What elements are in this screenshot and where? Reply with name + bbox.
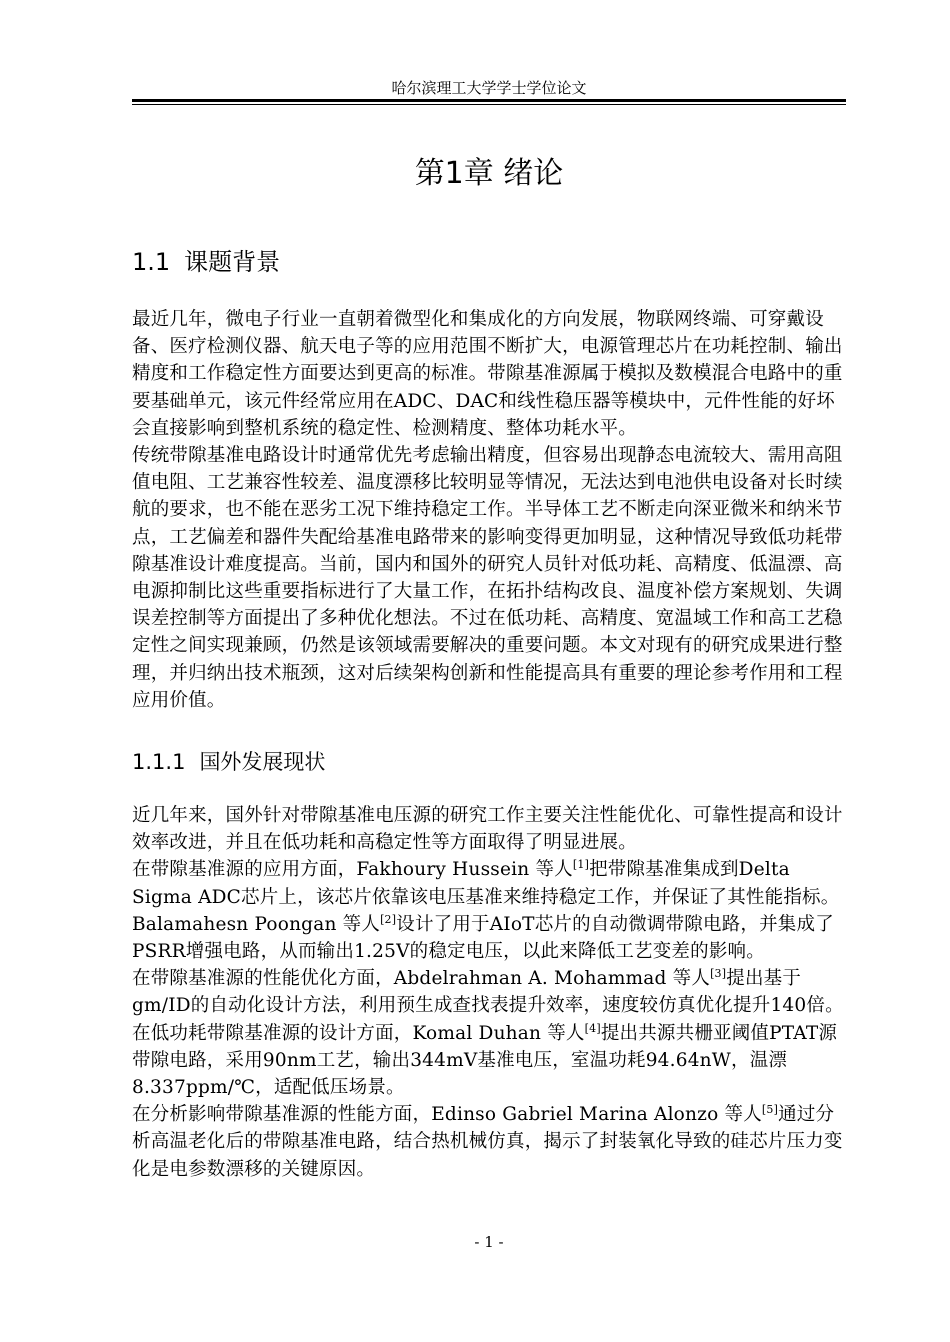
text-run: 在低功耗带隙基准源的设计方面，Komal Duhan 等人 — [132, 1022, 585, 1044]
paragraph — [132, 1101, 846, 1183]
paragraph — [132, 965, 846, 1019]
text-run: 在带隙基准源的性能优化方面，Abdelrahman A. Mohammad 等人 — [132, 968, 711, 990]
subsection-heading — [132, 745, 325, 779]
text-run: 提出共源共栅亚阈值PTAT源带隙电路，采用90nm工艺，输出344mV基准电压，室温功耗94.64nW，温漂8.337ppm/℃，适配低压场景。 — [132, 1022, 838, 1099]
text-run: 把带隙基准集成到Delta Sigma ADC芯片上，该芯片依靠该电压基准来维持稳定工作，并保证了其性能指标。Balamahesn Poongan 等人 — [132, 859, 840, 935]
paragraph — [132, 1020, 846, 1102]
subsection-number: 1.1.1 — [132, 750, 186, 774]
chapter-title: 第1章 绪论 — [414, 156, 564, 191]
section-heading — [132, 244, 280, 280]
paragraph — [132, 856, 846, 965]
text-run: 通过分析高温老化后的带隙基准电路，结合热机械仿真，揭示了封装氧化导致的硅芯片压力变化是电参数漂移的关键原因。 — [132, 1104, 843, 1180]
section-title-text: 课题背景 — [184, 248, 281, 276]
running-header: 哈尔滨理工大学学士学位论文 — [391, 79, 587, 97]
section-number: 1.1 — [132, 248, 171, 276]
text-run: 在分析影响带隙基准源的性能方面，Edinso Gabriel Marina Alonzo 等人 — [132, 1104, 762, 1126]
section-body — [132, 306, 846, 714]
text-run: 提出基于gm/ID的自动化设计方法，利用预生成查找表提升效率，速度较仿真优化提升140倍。 — [132, 968, 844, 1017]
header-rule-thin — [132, 104, 846, 105]
paragraph: 传统带隙基准电路设计时通常优先考虑输出精度，但容易出现静态电流较大、需用高阻值电阻、工艺兼容性较差、温度漂移比较明显等情况，无法达到电池供电设备对长时续航的要求，也不能在恶劣工况下维持稳定工作。半导体工艺不断走向深亚微米和纳米节点，工艺偏差和器件失配给基准电路带来的影响变得更加明显，这种情况导致低功耗带隙基准设计难度提高。当前，国内和国外的研究人员针对低功耗、高精度、低温漂、高电源抑制比这些重要指标进行了大量工作，在拓扑结构改良、温度补偿方案规划、失调误差控制等方面提出了多种优化想法。不过在低功耗、高精度、宽温域工作和高工艺稳定性之间实现兼顾，仍然是该领域需要解决的重要问题。本文对现有的研究成果进行整理，并归纳出技术瓶颈，这对后续架构创新和性能提高具有重要的理论参考作用和工程应用价值。 — [132, 445, 843, 711]
header-rule-thick — [132, 99, 846, 102]
subsection-title-text: 国外发展现状 — [199, 750, 326, 774]
citation-ref: [3] — [710, 967, 727, 981]
citation-ref: [2] — [380, 912, 397, 926]
paragraph: 近几年来，国外针对带隙基准电压源的研究工作主要关注性能优化、可靠性提高和设计效率改进，并且在低功耗和高稳定性等方面取得了明显进展。 — [132, 805, 843, 854]
citation-ref: [4] — [584, 1021, 601, 1035]
page-number: - 1 - — [474, 1233, 504, 1251]
text-run: 在带隙基准源的应用方面，Fakhoury Hussein 等人 — [132, 859, 573, 881]
subsection-body — [132, 802, 846, 1183]
text-run: 设计了用于AIoT芯片的自动微调带隙电路，并集成了PSRR增强电路，从而输出1.25V的稳定电压，以此来降低工艺变差的影响。 — [132, 913, 834, 963]
citation-ref: [5] — [761, 1103, 779, 1117]
citation-ref: [1] — [572, 858, 590, 872]
paragraph: 最近几年，微电子行业一直朝着微型化和集成化的方向发展，物联网终端、可穿戴设备、医疗检测仪器、航天电子等的应用范围不断扩大，电源管理芯片在功耗控制、输出精度和工作稳定性方面要达到更高的标准。带隙基准源属于模拟及数模混合电路中的重要基础单元，该元件经常应用在ADC、DAC和线性稳压器等模块中，元件性能的好坏会直接影响到整机系统的稳定性、检测精度、整体功耗水平。 — [132, 309, 843, 439]
